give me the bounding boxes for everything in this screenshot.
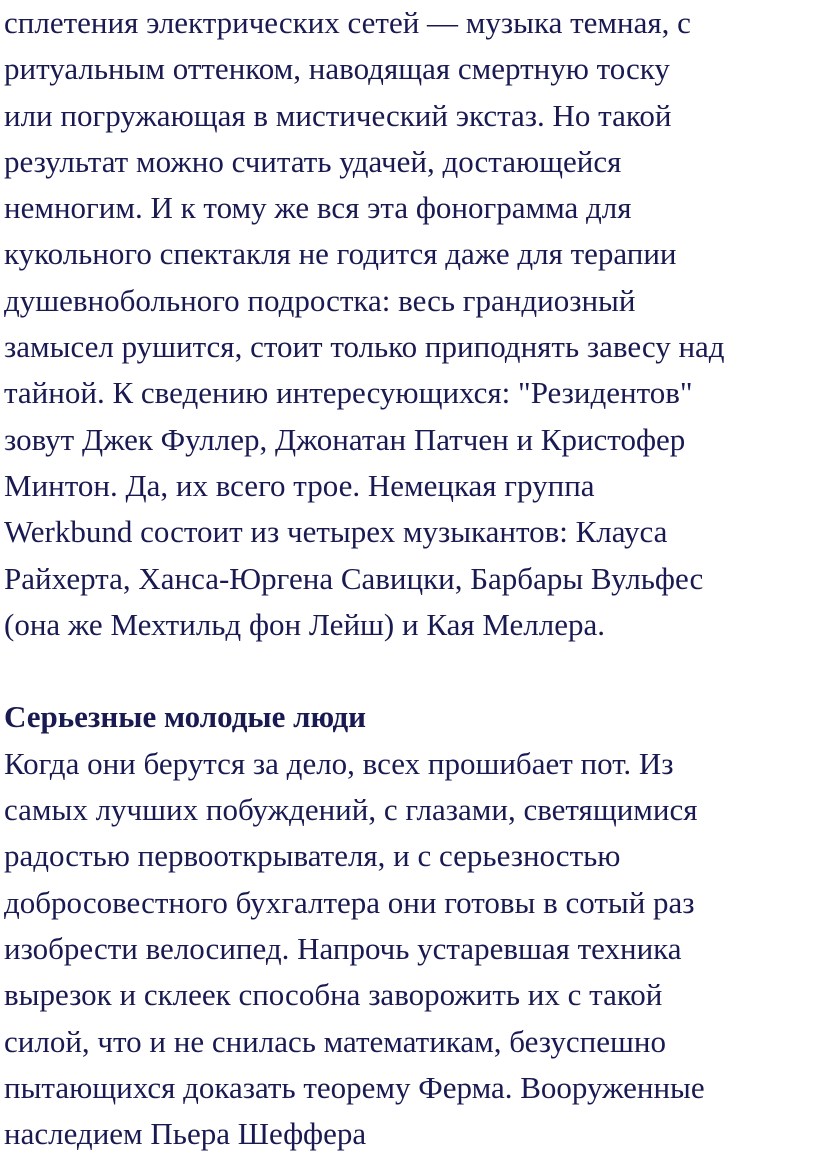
text-line: самых лучших побуждений, с глазами, светящимися [4,792,698,828]
text-line: Райхерта, Ханса-Юргена Савицки, Барбары Вульфес [4,560,704,596]
text-line: немногим. И к тому же вся эта фонограмма для [4,190,632,226]
text-line: пытающихся доказать теорему Ферма. Вооруженные [4,1069,705,1105]
text-line: ритуальным оттенком, наводящая смертную тоску [4,51,670,87]
paragraph-2 [4,741,816,1158]
text-line: замысел рушится, стоит только приподнять завесу над [4,329,725,365]
text-line: зовут Джек Фуллер, Джонатан Патчен и Кристофер [4,421,686,457]
text-line: наследием Пьера Шеффера [4,1116,367,1152]
text-line: изобрести велосипед. Напрочь устаревшая техника [4,930,682,966]
text-line: радостью первооткрывателя, и с серьезностью [4,838,621,874]
text-line: вырезок и склеек способна заворожить их с такой [4,977,663,1013]
text-line: Когда они берутся за дело, всех прошибает пот. Из [4,745,674,781]
text-line: сплетения электрических сетей — музыка темная, с [4,5,691,40]
text-line: силой, что и не снилась математикам, безуспешно [4,1023,666,1059]
text-line: добросовестного бухгалтера они готовы в сотый раз [4,884,695,920]
paragraph-spacer [4,648,816,694]
text-line: (она же Мехтильд фон Лейш) и Кая Меллера. [4,606,605,642]
text-line: кукольного спектакля не годится даже для терапии [4,236,677,272]
document-page [4,0,816,1157]
text-line: или погружающая в мистический экстаз. Но такой [4,97,672,133]
text-line: душевнобольного подростка: весь грандиозный [4,282,636,318]
text-line: Werkbund состоит из четырех музыкантов: Клауса [4,514,668,550]
text-line: Минтон. Да, их всего трое. Немецкая группа [4,467,595,503]
text-line: результат можно считать удачей, достающейся [4,143,622,179]
paragraph-1 [4,0,816,648]
section-heading: Серьезные молодые люди [4,699,366,735]
text-line: тайной. К сведению интересующихся: "Резидентов" [4,375,693,411]
